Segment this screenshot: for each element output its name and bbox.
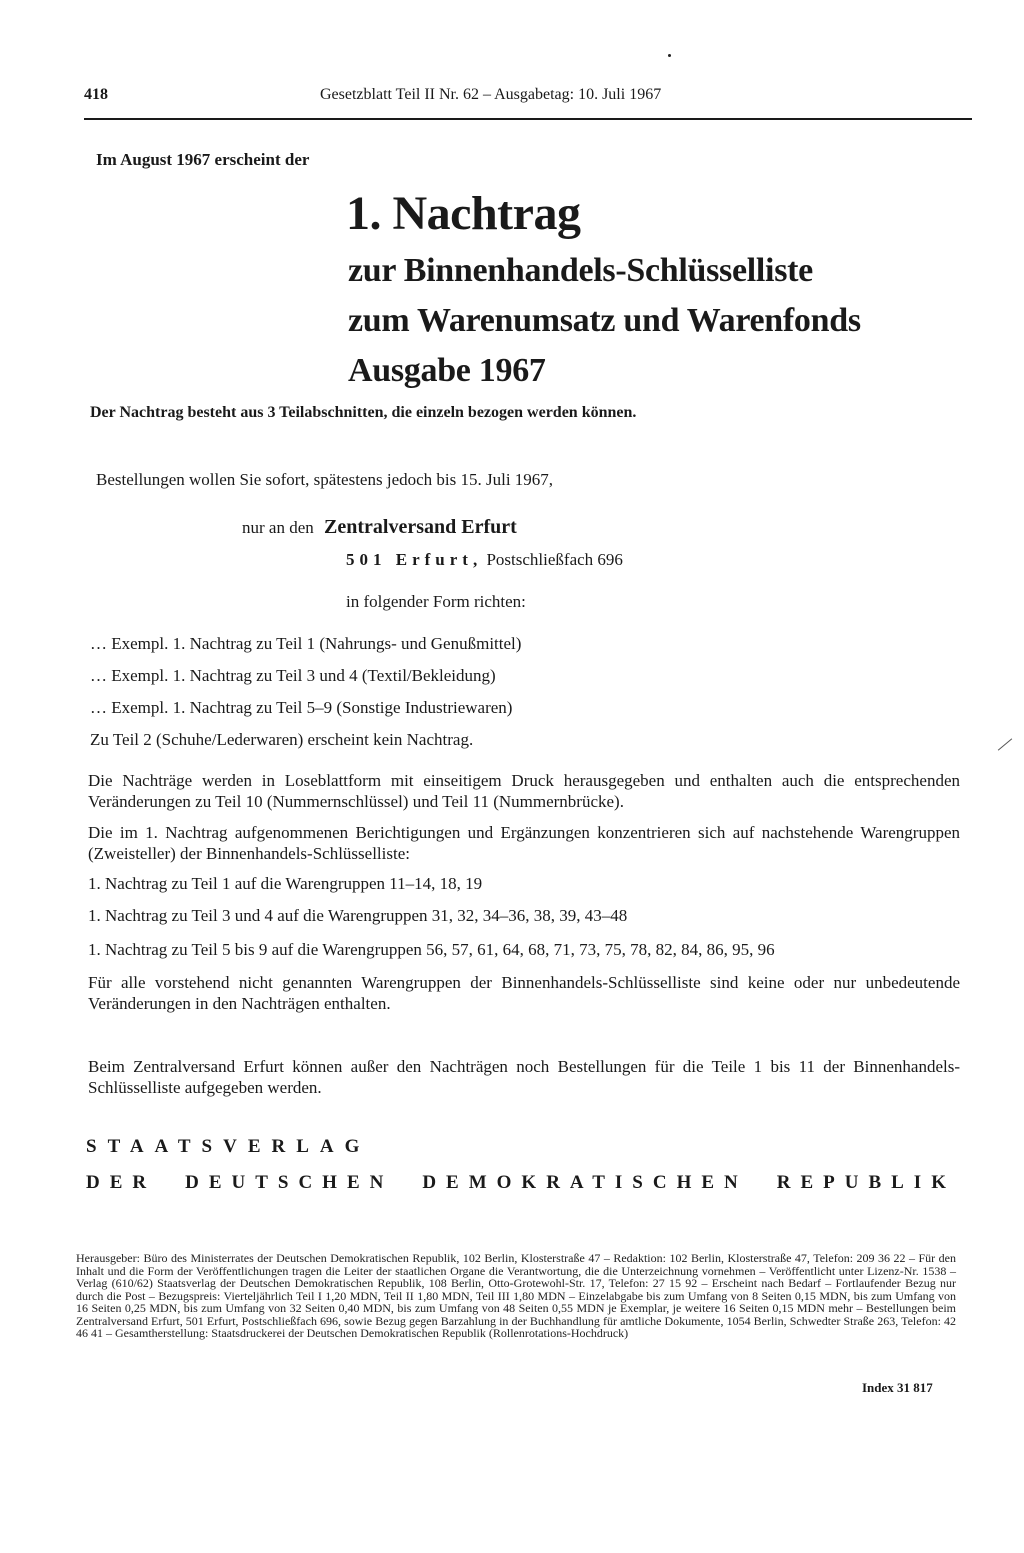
publisher-country [86, 1172, 956, 1194]
no-supplement-note: Zu Teil 2 (Schuhe/Lederwaren) erscheint kein Nachtrag. [90, 730, 474, 749]
announcement-title: 1. Nachtrag [346, 187, 581, 240]
order-recipient-prefix: nur an den [242, 518, 314, 537]
order-item: … Exempl. 1. Nachtrag zu Teil 1 (Nahrungs- und Genußmittel) [90, 634, 522, 653]
publisher-word: DEUTSCHEN [185, 1172, 394, 1193]
announcement-note: Der Nachtrag besteht aus 3 Teilabschnitten, die einzeln bezogen werden können. [90, 404, 637, 421]
group-list-item: 1. Nachtrag zu Teil 3 und 4 auf die Warengruppen 31, 32, 34–36, 38, 39, 43–48 [88, 906, 628, 925]
imprint-text: Herausgeber: Büro des Ministerrates der Deutschen Demokratischen Republik, 102 Berlin, Klosterstraße 47 – Redaktion: 102 Berlin, Klosterstraße 47, Telefon: 209 36 22 – Für den Inhalt und die Form der Veröffentlichungen tragen die Leiter der staatlichen Organe die Verantwortung, die die Unterzeichnung vornehmen – Veröffentlicht unter Lizenz-Nr. 1538 – Verlag (610/62) Staatsverlag der Deutschen Demokratischen Republik, 108 Berlin, Otto-Grotewohl-Str. 17, Telefon: 27 15 92 – Erscheint nach Bedarf – Fortlaufender Bezug nur durch die Post – Bezugspreis: Vierteljährlich Teil I 1,20 MDN, Teil II 1,80 MDN, Teil III 1,80 MDN – Einzelabgabe bis zum Umfang von 8 Seiten 0,15 MDN, bis zum Umfang von 16 Seiten 0,25 MDN, bis zum Umfang von 32 Seiten 0,40 MDN, bis zum Umfang von 48 Seiten 0,55 MDN je Exemplar, je weitere 16 Seiten 0,15 MDN mehr – Bestellungen beim Zentralversand Erfurt, 501 Erfurt, Postschließfach 696, sowie Bezug gegen Barzahlung in der Buchhandlung für amtliche Dokumente, 1054 Berlin, Schwedter Straße 263, Telefon: 42 46 41 – Gesamtherstellung: Staatsdruckerei der Deutschen Demokratischen Republik (Rollenrotations-Hochdruck) [76, 1251, 956, 1340]
order-form-intro: in folgender Form richten: [346, 592, 526, 611]
announcement-subtitle-1: zur Binnenhandels-Schlüsselliste [348, 252, 813, 289]
publisher-word: DER [86, 1172, 157, 1193]
body-paragraph: Für alle vorstehend nicht genannten Warengruppen der Binnenhandels-Schlüsselliste sind keine oder nur unbedeutende Veränderungen in den Nachträgen enthalten. [88, 973, 960, 1013]
margin-mark [998, 738, 1012, 750]
order-item: … Exempl. 1. Nachtrag zu Teil 3 und 4 (Textil/Bekleidung) [90, 666, 496, 685]
order-deadline: Bestellungen wollen Sie sofort, spätestens jedoch bis 15. Juli 1967, [96, 470, 554, 489]
announcement-intro: Im August 1967 erscheint der [96, 150, 310, 169]
body-paragraph: Die Nachträge werden in Loseblattform mit einseitigem Druck herausgegeben und enthalten auch die entsprechenden Veränderungen zu Teil 10 (Nummernschlüssel) und Teil 11 (Nummernbrücke). [88, 771, 960, 811]
body-paragraph: Beim Zentralversand Erfurt können außer den Nachträgen noch Bestellungen für die Teile 1 bis 11 der Binnenhandels-Schlüsselliste aufgegeben werden. [88, 1057, 960, 1097]
index-number: Index 31 817 [862, 1380, 933, 1395]
gazette-title: Gesetzblatt Teil II Nr. 62 – Ausgabetag: 10. Juli 1967 [320, 86, 662, 103]
order-recipient: Zentralversand Erfurt [324, 516, 517, 538]
order-address [346, 550, 623, 570]
group-list-item: 1. Nachtrag zu Teil 1 auf die Warengruppen 11–14, 18, 19 [88, 874, 483, 893]
page-number: 418 [84, 86, 108, 103]
publisher-word: REPUBLIK [776, 1172, 956, 1193]
order-item: … Exempl. 1. Nachtrag zu Teil 5–9 (Sonstige Industriewaren) [90, 698, 513, 717]
address-postbox: Postschließfach 696 [486, 550, 623, 569]
publisher-name: STAATSVERLAG [86, 1136, 371, 1157]
address-city: 501 Erfurt, [346, 550, 483, 569]
announcement-subtitle-2: zum Warenumsatz und Warenfonds [348, 302, 861, 339]
group-list-item: 1. Nachtrag zu Teil 5 bis 9 auf die Warengruppen 56, 57, 61, 64, 68, 71, 73, 75, 78, 82, 84, 86, 95, 96 [88, 940, 775, 959]
running-header [84, 82, 972, 120]
order-recipient-line [242, 516, 517, 539]
publisher-word: DEMOKRATISCHEN [422, 1172, 748, 1193]
announcement-edition: Ausgabe 1967 [348, 352, 546, 389]
print-speck [668, 54, 671, 57]
body-paragraph: Die im 1. Nachtrag aufgenommenen Berichtigungen und Ergänzungen konzentrieren sich auf nachstehende Warengruppen (Zweisteller) der Binnenhandels-Schlüsselliste: [88, 823, 960, 863]
